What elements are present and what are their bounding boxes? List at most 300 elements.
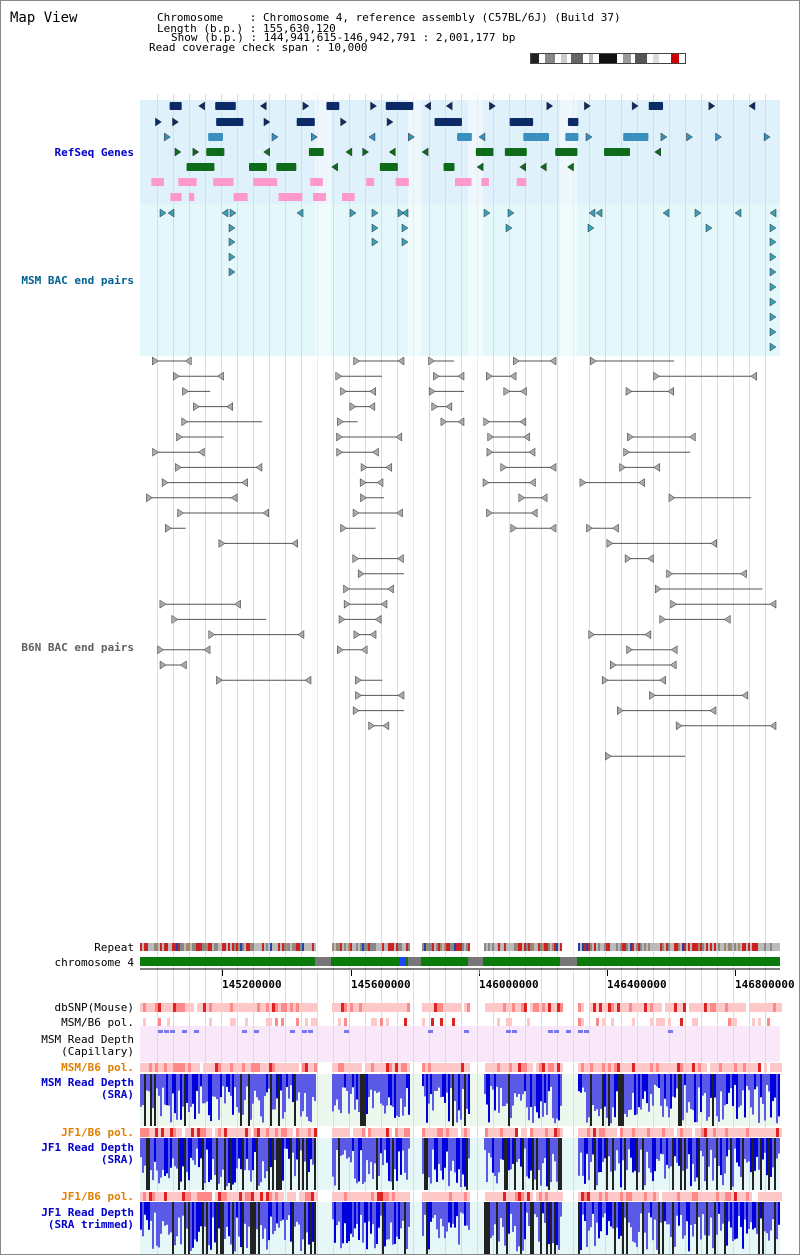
read-depth-bar (408, 1138, 410, 1149)
read-depth-bar (166, 1138, 168, 1173)
chromosome-label: chromosome 4 (54, 956, 134, 969)
feature-arrow (735, 209, 741, 217)
repeat-element (718, 943, 720, 951)
polymorphism-cell (551, 1003, 554, 1012)
polymorphism-cell (590, 1128, 593, 1137)
read-depth-bar (232, 1202, 234, 1254)
feature-arrow (486, 372, 492, 380)
polymorphism-cell (626, 1003, 629, 1012)
polymorphism-cell (719, 1003, 722, 1012)
polymorphism-cell (380, 1003, 383, 1012)
read-depth-bar (266, 1138, 268, 1171)
repeat-element (260, 943, 262, 951)
polymorphism-cell (356, 1003, 359, 1012)
repeat-element (258, 943, 260, 951)
read-depth-bar (726, 1074, 728, 1104)
read-depth-bar (390, 1074, 392, 1105)
read-depth-bar (292, 1074, 294, 1102)
read-depth-bar (632, 1202, 634, 1242)
read-depth-bar (668, 1202, 670, 1224)
read-depth-bar (694, 1074, 696, 1122)
polymorphism-cell (689, 1003, 692, 1012)
polymorphism-cell (290, 1192, 293, 1201)
repeat-element (646, 943, 648, 951)
polymorphism-cell (206, 1128, 209, 1137)
read-depth-bar (200, 1074, 202, 1086)
feature-arrow (350, 209, 356, 217)
polymorphism-cell (218, 1128, 221, 1137)
polymorphism-cell (440, 1018, 443, 1026)
repeat-element (644, 943, 646, 951)
read-depth-bar (296, 1074, 298, 1101)
polymorphism-cell (674, 1192, 677, 1201)
repeat-element (434, 943, 436, 951)
read-depth-bar (152, 1138, 154, 1180)
read-depth-bar (188, 1138, 190, 1180)
read-depth-bar (638, 1074, 640, 1107)
repeat-element (768, 943, 770, 951)
read-depth-bar (298, 1202, 300, 1225)
polymorphism-cell (347, 1003, 350, 1012)
read-depth-bar (654, 1202, 656, 1220)
read-depth-bar (680, 1074, 682, 1126)
read-depth-bar (556, 1202, 558, 1245)
repeat-element (334, 943, 336, 951)
polymorphism-cell (560, 1192, 563, 1201)
read-depth-bar (598, 1138, 600, 1172)
feature-arrow (372, 448, 378, 456)
read-depth-bar (300, 1138, 302, 1150)
polymorphism-cell (458, 1003, 461, 1012)
read-depth-bar (226, 1202, 228, 1227)
assembly-gap (315, 94, 331, 974)
polymorphism-cell (587, 1128, 590, 1137)
repeat-element (284, 943, 286, 951)
polymorphism-cell (593, 1003, 596, 1012)
polymorphism-cell (752, 1003, 755, 1012)
feature-arrow (520, 387, 526, 395)
polymorphism-cell (368, 1128, 371, 1137)
read-depth-bar (530, 1074, 532, 1107)
feature-arrow (272, 133, 278, 141)
feature-arrow (660, 615, 666, 623)
read-depth-bar (192, 1202, 194, 1248)
read-depth-bar (612, 1202, 614, 1228)
read-depth-bar (550, 1074, 552, 1087)
read-depth-bar (526, 1138, 528, 1176)
read-depth-bar (242, 1202, 244, 1254)
read-depth-bar (394, 1074, 396, 1118)
read-depth-bar (238, 1202, 240, 1237)
repeat-element (578, 943, 580, 951)
feature-arrow (353, 555, 359, 563)
polymorphism-cell (674, 1003, 677, 1012)
read-depth-bar (550, 1202, 552, 1254)
polymorphism-cell (284, 1003, 287, 1012)
repeat-element (142, 943, 144, 951)
read-depth-bar (660, 1202, 662, 1223)
refseq-gene (170, 193, 181, 201)
polymorphism-cell (494, 1128, 497, 1137)
read-depth-bar (650, 1202, 652, 1217)
read-depth-bar (594, 1074, 596, 1111)
repeat-element (276, 943, 278, 951)
polymorphism-cell (755, 1063, 758, 1072)
polymorphism-cell (284, 1063, 287, 1072)
read-depth-bar (710, 1202, 712, 1218)
refseq-gene (151, 178, 164, 186)
repeat-element (642, 943, 644, 951)
polymorphism-cell (665, 1128, 668, 1137)
read-depth-bar (484, 1202, 486, 1254)
polymorphism-cell (368, 1192, 371, 1201)
polymorphism-cell (353, 1003, 356, 1012)
polymorphism-cell (194, 1063, 197, 1072)
polymorphism-cell (377, 1192, 380, 1201)
repeat-element (778, 943, 780, 951)
read-depth-bar (654, 1074, 656, 1085)
polymorphism-cell (695, 1063, 698, 1072)
polymorphism-cell (398, 1128, 401, 1137)
polymorphism-cell (536, 1003, 539, 1012)
read-depth-bar (376, 1202, 378, 1244)
read-depth-bar (714, 1138, 716, 1158)
polymorphism-cell (680, 1018, 683, 1026)
read-depth-bar (664, 1202, 666, 1221)
read-depth-bar (758, 1074, 760, 1123)
read-depth-bar (364, 1202, 366, 1223)
repeat-element (690, 943, 692, 951)
polymorphism-cell (713, 1192, 716, 1201)
feature-arrow (162, 479, 168, 487)
repeat-element (702, 943, 704, 951)
polymorphism-cell (209, 1128, 212, 1137)
read-depth-bar (204, 1074, 206, 1103)
polymorphism-cell (407, 1003, 410, 1012)
read-depth-bar (292, 1202, 294, 1254)
polymorphism-cell (431, 1018, 434, 1026)
refseq-gene (386, 102, 413, 110)
repeat-element (222, 943, 224, 951)
repeat-element (662, 943, 664, 951)
polymorphism-cell (662, 1192, 665, 1201)
read-depth-bar (510, 1138, 512, 1169)
repeat-element (586, 943, 588, 951)
polymorphism-cell (383, 1192, 386, 1201)
polymorphism-cell (167, 1003, 170, 1012)
polymorphism-cell (170, 1128, 173, 1137)
polymorphism-cell (374, 1192, 377, 1201)
feature-arrow (645, 631, 651, 639)
feature-arrow (596, 209, 602, 217)
polymorphism-cell (203, 1192, 206, 1201)
polymorphism-cell (632, 1063, 635, 1072)
repeat-element (198, 943, 200, 951)
read-depth-bar (684, 1202, 686, 1235)
polymorphism-cell (545, 1128, 548, 1137)
read-depth-bar (346, 1138, 348, 1159)
capillary-depth-mark (182, 1030, 187, 1033)
read-depth-bar (728, 1138, 730, 1150)
polymorphism-cell (710, 1003, 713, 1012)
polymorphism-cell (545, 1192, 548, 1201)
polymorphism-cell (263, 1063, 266, 1072)
polymorphism-cell (266, 1063, 269, 1072)
polymorphism-cell (248, 1063, 251, 1072)
repeat-element (192, 943, 194, 951)
polymorphism-cell (314, 1128, 317, 1137)
repeat-element (536, 943, 538, 951)
read-depth-bar (518, 1202, 520, 1246)
polymorphism-cell (359, 1063, 362, 1072)
read-depth-bar (636, 1202, 638, 1247)
polymorphism-cell (386, 1018, 389, 1026)
feature-arrow (372, 224, 378, 232)
read-depth-bar (440, 1202, 442, 1219)
polymorphism-cell (731, 1192, 734, 1201)
feature-arrow (160, 600, 166, 608)
repeat-element (620, 943, 622, 951)
read-depth-bar (662, 1138, 664, 1154)
polymorphism-cell (530, 1003, 533, 1012)
read-depth-bar (376, 1138, 378, 1190)
polymorphism-cell (521, 1063, 524, 1072)
polymorphism-cell (179, 1192, 182, 1201)
read-depth-bar (512, 1202, 514, 1232)
capillary-depth-mark (668, 1030, 673, 1033)
refseq-gene (326, 102, 339, 110)
read-depth-bar (190, 1074, 192, 1107)
read-depth-bar (348, 1074, 350, 1114)
repeat-element (494, 943, 496, 951)
repeat-element (342, 943, 344, 951)
repeat-element (370, 943, 372, 951)
read-depth-bar (426, 1074, 428, 1123)
polymorphism-cell (347, 1063, 350, 1072)
feature-arrow (446, 403, 452, 411)
capillary-depth-mark (548, 1030, 553, 1033)
read-depth-bar (312, 1074, 314, 1097)
polymorphism-cell (629, 1192, 632, 1201)
polymorphism-cell (674, 1063, 677, 1072)
repeat-element (406, 943, 408, 951)
repeat-element (524, 943, 526, 951)
polymorphism-cell (332, 1003, 335, 1012)
polymorphism-cell (611, 1192, 614, 1201)
repeat-element (346, 943, 348, 951)
read-depth-bar (292, 1138, 294, 1153)
read-depth-bar (734, 1074, 736, 1085)
repeat-element (746, 943, 748, 951)
feature-arrow (655, 148, 661, 156)
polymorphism-cell (512, 1192, 515, 1201)
feature-arrow (332, 163, 338, 171)
read-depth-bar (172, 1074, 174, 1093)
read-depth-bar (584, 1138, 586, 1184)
repeat-element (726, 943, 728, 951)
feature-arrow (580, 479, 586, 487)
polymorphism-cell (209, 1018, 212, 1026)
polymorphism-cell (620, 1192, 623, 1201)
read-depth-bar (626, 1138, 628, 1170)
polymorphism-cell (140, 1003, 143, 1012)
polymorphism-cell (506, 1018, 509, 1026)
feature-arrow (661, 133, 667, 141)
polymorphism-cell (524, 1003, 527, 1012)
polymorphism-cell (722, 1192, 725, 1201)
read-depth-bar (192, 1074, 194, 1104)
feature-arrow (175, 148, 181, 156)
polymorphism-cell (281, 1128, 284, 1137)
read-depth-bar (444, 1202, 446, 1238)
read-depth-bar (656, 1202, 658, 1250)
read-depth-bar (552, 1202, 554, 1243)
polymorphism-cell (461, 1063, 464, 1072)
read-depth-bar (720, 1202, 722, 1231)
feature-arrow (180, 661, 186, 669)
polymorphism-cell (515, 1128, 518, 1137)
repeat-element (772, 943, 774, 951)
repeat-element (618, 943, 620, 951)
read-depth-bar (228, 1074, 230, 1092)
repeat-element (360, 943, 362, 951)
read-depth-bar (448, 1202, 450, 1223)
polymorphism-cell (443, 1192, 446, 1201)
feature-arrow (654, 372, 660, 380)
repeat-element (526, 943, 528, 951)
polymorphism-cell (398, 1063, 401, 1072)
repeat-element (314, 943, 316, 951)
polymorphism-cell (611, 1018, 614, 1026)
repeat-element (364, 943, 366, 951)
read-depth-bar (162, 1138, 164, 1170)
read-depth-bar (430, 1202, 432, 1222)
polymorphism-cell (182, 1003, 185, 1012)
read-depth-bar (140, 1074, 142, 1107)
polymorphism-cell (617, 1003, 620, 1012)
polymorphism-cell (668, 1192, 671, 1201)
repeat-element (150, 943, 152, 951)
polymorphism-cell (728, 1018, 731, 1026)
feature-arrow (172, 615, 178, 623)
read-depth-bar (196, 1074, 198, 1091)
read-depth-bar (208, 1074, 210, 1115)
polymorphism-cell (605, 1003, 608, 1012)
read-depth-bar (730, 1074, 732, 1088)
polymorphism-cell (500, 1128, 503, 1137)
polymorphism-cell (155, 1128, 158, 1137)
polymorphism-cell (740, 1128, 743, 1137)
polymorphism-cell (440, 1128, 443, 1137)
read-depth-bar (344, 1138, 346, 1150)
repeat-element (764, 943, 766, 951)
polymorphism-cell (221, 1192, 224, 1201)
read-depth-bar (764, 1202, 766, 1231)
polymorphism-cell (236, 1128, 239, 1137)
repeat-element (760, 943, 762, 951)
polymorphism-cell (710, 1128, 713, 1137)
polymorphism-cell (650, 1003, 653, 1012)
refseq-gene (313, 193, 326, 201)
read-depth-bar (430, 1138, 432, 1184)
read-depth-bar (496, 1138, 498, 1183)
repeat-element (692, 943, 694, 951)
read-depth-bar (706, 1138, 708, 1190)
read-depth-bar (310, 1138, 312, 1159)
polymorphism-cell (731, 1063, 734, 1072)
polymorphism-cell (227, 1128, 230, 1137)
read-depth-bar (262, 1138, 264, 1161)
read-depth-bar (164, 1202, 166, 1226)
polymorphism-cell (656, 1018, 659, 1026)
polymorphism-cell (557, 1192, 560, 1201)
read-depth-bar (168, 1138, 170, 1178)
read-depth-bar (262, 1202, 264, 1239)
polymorphism-cell (290, 1128, 293, 1137)
polymorphism-cell (632, 1018, 635, 1026)
read-depth-bar (488, 1202, 490, 1254)
polymorphism-cell (722, 1003, 725, 1012)
read-depth-bar (280, 1202, 282, 1221)
read-depth-bar (546, 1138, 548, 1186)
repeat-element (448, 943, 450, 951)
polymorphism-cell (626, 1063, 629, 1072)
repeat-element (502, 943, 504, 951)
read-depth-bar (224, 1138, 226, 1190)
read-depth-bar (646, 1074, 648, 1103)
read-depth-bar (294, 1202, 296, 1227)
read-depth-bar (774, 1074, 776, 1098)
polymorphism-cell (158, 1018, 161, 1026)
read-depth-bar (646, 1202, 648, 1249)
read-depth-bar (608, 1138, 610, 1156)
repeat-element (180, 943, 182, 951)
polymorphism-cell (275, 1003, 278, 1012)
feature-arrow (484, 209, 490, 217)
polymorphism-cell (146, 1003, 149, 1012)
polymorphism-cell (680, 1003, 683, 1012)
polymorphism-cell (737, 1192, 740, 1201)
polymorphism-cell (332, 1192, 335, 1201)
read-depth-bar (164, 1138, 166, 1176)
read-depth-bar (484, 1138, 486, 1150)
feature-arrow (256, 463, 262, 471)
repeat-element (140, 943, 142, 951)
read-depth-bar (686, 1202, 688, 1221)
read-depth-bar (176, 1202, 178, 1236)
polymorphism-cell (632, 1128, 635, 1137)
read-depth-bar (394, 1138, 396, 1169)
read-depth-bar (278, 1202, 280, 1228)
read-depth-bar (536, 1202, 538, 1217)
read-depth-bar (578, 1202, 580, 1254)
polymorphism-cell (422, 1018, 425, 1026)
feature-arrow (303, 102, 309, 110)
read-depth-bar (222, 1138, 224, 1170)
polymorphism-cell (197, 1003, 200, 1012)
read-depth-bar (666, 1202, 668, 1224)
read-depth-bar (630, 1138, 632, 1158)
refseq-gene (565, 133, 578, 141)
feature-arrow (607, 539, 613, 547)
read-depth-bar (520, 1138, 522, 1167)
axis-tick-label: 146800000 (735, 978, 795, 991)
feature-arrow (337, 448, 343, 456)
polymorphism-cell (281, 1003, 284, 1012)
feature-arrow (741, 570, 747, 578)
feature-arrow (182, 418, 188, 426)
feature-arrow (487, 448, 493, 456)
